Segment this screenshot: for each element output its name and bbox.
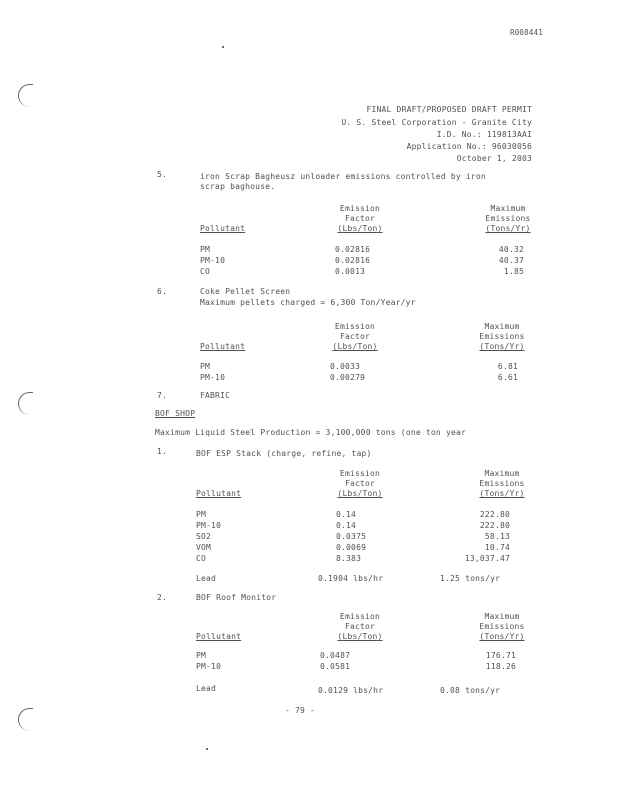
table-cell-pollutant: CO bbox=[200, 267, 211, 276]
section-title: FABRIC bbox=[200, 391, 231, 400]
column-header-maximum: Maximum bbox=[484, 612, 520, 621]
table-cell-factor: 0.02816 bbox=[335, 256, 371, 265]
column-header-maximum: (Tons/Yr) bbox=[479, 489, 525, 498]
section-number: 6. bbox=[157, 287, 168, 296]
table-cell-maximum: 13,037.47 bbox=[464, 554, 510, 563]
column-header-factor: (Lbs/Ton) bbox=[332, 342, 378, 351]
table-cell-maximum: 222.80 bbox=[479, 510, 510, 519]
binder-mark-bottom bbox=[18, 708, 33, 731]
binder-mark-middle bbox=[18, 392, 33, 415]
table-cell-maximum: 118.26 bbox=[485, 662, 516, 671]
table-cell-factor: 0.0033 bbox=[330, 362, 361, 371]
header-title: FINAL DRAFT/PROPOSED DRAFT PERMIT bbox=[366, 105, 532, 114]
table-cell-maximum: 40.37 bbox=[498, 256, 524, 265]
column-header-maximum: (Tons/Yr) bbox=[479, 632, 525, 641]
table-cell-factor: 0.0375 bbox=[336, 532, 367, 541]
table-cell-pollutant: VOM bbox=[196, 543, 212, 552]
section-heading: BOF SHOP bbox=[155, 409, 196, 418]
column-header-pollutant: Pollutant bbox=[200, 342, 246, 351]
lead-maximum: 1.25 tons/yr bbox=[440, 574, 501, 583]
table-cell-factor: 0.14 bbox=[336, 510, 357, 519]
table-cell-pollutant: SO2 bbox=[196, 532, 212, 541]
table-cell-pollutant: CO bbox=[196, 554, 207, 563]
section-description: scrap baghouse. bbox=[200, 182, 276, 191]
table-cell-pollutant: PM bbox=[196, 510, 207, 519]
table-cell-maximum: 6.61 bbox=[497, 373, 518, 382]
table-cell-pollutant: PM-10 bbox=[196, 521, 222, 530]
table-cell-pollutant: PM bbox=[196, 651, 207, 660]
scan-speck bbox=[206, 748, 208, 750]
table-cell-factor: 0.0487 bbox=[320, 651, 351, 660]
column-header-factor: (Lbs/Ton) bbox=[337, 489, 383, 498]
header-id-number: I.D. No.: 119813AAI bbox=[436, 130, 532, 139]
section-description: Maximum pellets charged = 6,300 Ton/Year/yr bbox=[200, 298, 416, 307]
column-header-factor: Factor bbox=[344, 214, 376, 223]
lead-label: Lead bbox=[196, 684, 217, 693]
column-header-pollutant: Pollutant bbox=[196, 489, 242, 498]
column-header-maximum: Emissions bbox=[479, 622, 525, 631]
column-header-factor: (Lbs/Ton) bbox=[337, 632, 383, 641]
column-header-maximum: Maximum bbox=[484, 469, 520, 478]
column-header-maximum: (Tons/Yr) bbox=[485, 224, 531, 233]
table-cell-maximum: 6.81 bbox=[497, 362, 518, 371]
column-header-maximum: Maximum bbox=[490, 204, 526, 213]
column-header-factor: Emission bbox=[339, 204, 381, 213]
table-cell-pollutant: PM bbox=[200, 362, 211, 371]
column-header-maximum: Emissions bbox=[479, 332, 525, 341]
lead-factor: 0.1904 lbs/hr bbox=[318, 574, 384, 583]
table-cell-maximum: 58.13 bbox=[484, 532, 510, 541]
column-header-maximum: Maximum bbox=[484, 322, 520, 331]
column-header-maximum: (Tons/Yr) bbox=[479, 342, 525, 351]
column-header-factor: Emission bbox=[339, 469, 381, 478]
section-number: 2. bbox=[157, 593, 168, 602]
section-number: 7. bbox=[157, 391, 168, 400]
page-number: - 79 - bbox=[284, 706, 316, 715]
section-number: 1. bbox=[157, 447, 168, 456]
column-header-pollutant: Pollutant bbox=[196, 632, 242, 641]
lead-maximum: 0.08 tons/yr bbox=[440, 686, 501, 695]
document-id: R008441 bbox=[510, 28, 544, 37]
table-cell-factor: 0.0581 bbox=[320, 662, 351, 671]
table-cell-pollutant: PM-10 bbox=[200, 373, 226, 382]
header-application-number: Application No.: 96030056 bbox=[406, 142, 532, 151]
table-cell-factor: 0.02816 bbox=[335, 245, 371, 254]
header-company: U. S. Steel Corporation - Granite City bbox=[341, 118, 532, 127]
lead-factor: 0.0129 lbs/hr bbox=[318, 686, 384, 695]
section-number: 5. bbox=[157, 170, 168, 179]
column-header-factor: Emission bbox=[339, 612, 381, 621]
table-cell-maximum: 10.74 bbox=[484, 543, 510, 552]
table-cell-factor: 8.383 bbox=[336, 554, 362, 563]
table-cell-maximum: 40.32 bbox=[498, 245, 524, 254]
table-cell-factor: 0.00279 bbox=[330, 373, 366, 382]
table-cell-pollutant: PM-10 bbox=[196, 662, 222, 671]
column-header-factor: Factor bbox=[344, 479, 376, 488]
section-description: BOF Roof Monitor bbox=[196, 593, 277, 602]
column-header-factor: (Lbs/Ton) bbox=[337, 224, 383, 233]
lead-label: Lead bbox=[196, 574, 217, 583]
column-header-factor: Factor bbox=[344, 622, 376, 631]
section-description: iron Scrap Bagheusz unloader emissions controlled by iron bbox=[200, 172, 486, 181]
table-cell-factor: 0.0013 bbox=[335, 267, 366, 276]
binder-mark-top bbox=[18, 84, 33, 107]
production-statement: Maximum Liquid Steel Production = 3,100,000 tons (one ton year bbox=[155, 428, 467, 437]
section-title: Coke Pellet Screen bbox=[200, 287, 291, 296]
table-cell-pollutant: PM-10 bbox=[200, 256, 226, 265]
column-header-factor: Emission bbox=[334, 322, 376, 331]
column-header-maximum: Emissions bbox=[485, 214, 531, 223]
table-cell-maximum: 222.80 bbox=[479, 521, 510, 530]
column-header-maximum: Emissions bbox=[479, 479, 525, 488]
header-date: October 1, 2003 bbox=[456, 154, 532, 163]
section-description: BOF ESP Stack (charge, refine, tap) bbox=[196, 449, 372, 458]
scan-speck bbox=[222, 46, 224, 48]
table-cell-factor: 0.14 bbox=[336, 521, 357, 530]
table-cell-maximum: 1.85 bbox=[503, 267, 524, 276]
column-header-factor: Factor bbox=[339, 332, 371, 341]
table-cell-maximum: 176.71 bbox=[485, 651, 516, 660]
table-cell-factor: 0.0069 bbox=[336, 543, 367, 552]
table-cell-pollutant: PM bbox=[200, 245, 211, 254]
column-header-pollutant: Pollutant bbox=[200, 224, 246, 233]
